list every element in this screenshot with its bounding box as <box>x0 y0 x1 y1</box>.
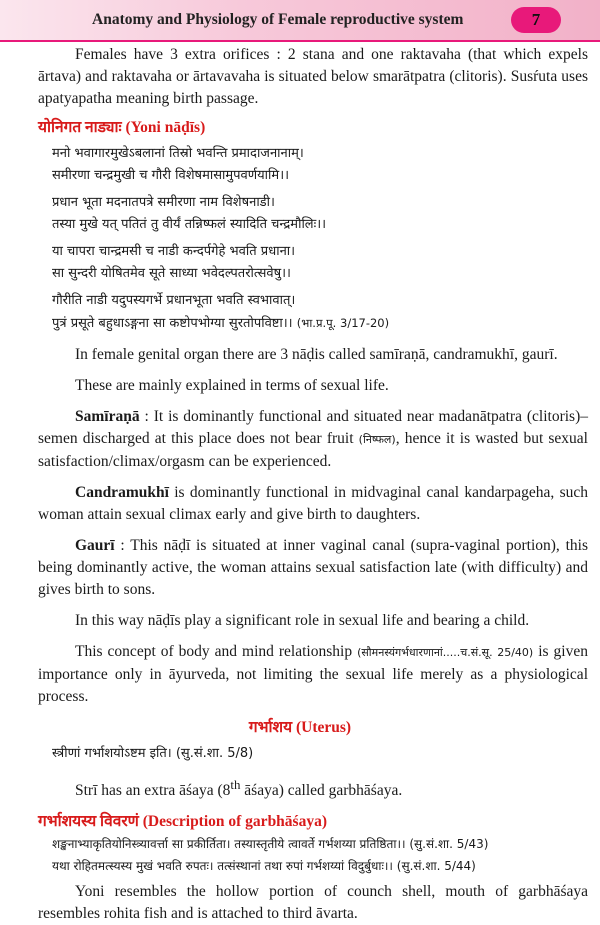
garbhasaya-verse: यथा रोहितमत्स्यस्य मुखं भवति रुपतः। तत्संस्थानां तथा रुपां गर्भशय्यां विदुर्बुधाः।। (सु.सं.शा. 5/44) <box>52 859 476 874</box>
concept-paragraph <box>0 641 600 708</box>
uterus-heading-english: (Uterus) <box>295 719 352 736</box>
samirana-text: : It is dominantly functional and situated near madanātpatra (clitoris)–semen discharged at this place does not bear fruit <box>38 408 588 447</box>
intro-paragraph: Females have 3 extra orifices : 2 stana and one raktavaha (that which expels ārtava) and raktavaha or ārtavavaha is situated below smarātpatra (clitoris). Susŕuta uses apatyapatha meaning birth passage. <box>38 46 588 107</box>
uterus-paragraph <box>0 774 600 802</box>
header-rule <box>0 40 600 42</box>
page-header <box>0 0 600 40</box>
yoni-nadis-heading <box>0 117 600 139</box>
candramukhi-term: Candramukhī <box>75 484 169 501</box>
samirana-paragraph <box>0 406 600 473</box>
yoni-verses <box>0 143 600 335</box>
gauri-paragraph <box>0 535 600 601</box>
verse-line: या चापरा चान्द्रमसी च नाडी कन्दर्पगेहे भवति प्रधाना। <box>52 244 296 259</box>
verse-line: गौरीति नाडी यदुपस्यगर्भे प्रधानभूता भवति स्वभावात्। <box>52 293 296 308</box>
uterus-text: Strī has an extra āśaya (8 <box>75 782 231 800</box>
role-paragraph: In this way nāḍīs play a significant role in sexual life and bearing a child. <box>75 612 530 629</box>
samirana-text-cont: , hence it is wasted but sexual satisfaction/climax/orgasm can be experienced. <box>38 430 588 470</box>
verse-line: तस्या मुखे यत् पतितं तु वीर्यं तन्निष्फलं स्यादिति चन्द्रमौलिः।। <box>52 217 327 232</box>
garbhasaya-heading-english: (Description of garbhāśaya) <box>142 813 328 831</box>
yoni-heading-devanagari: योनिगत नाड्याः <box>38 119 122 136</box>
running-title: Anatomy and Physiology of Female reproductive system <box>92 11 464 28</box>
verse-line: प्रधान भूता मदनातपत्रे समीरणा नाम विशेषनाडी। <box>52 195 275 210</box>
candramukhi-text: is dominantly functional in midvaginal canal kandarpageha, such woman attain sexual climax early and give birth to daughters. <box>38 484 588 523</box>
nadis-paragraph: In female genital organ there are 3 nāḍis called samīraṇā, candramukhī, gaurī. <box>75 346 558 363</box>
uterus-heading <box>0 717 600 739</box>
uterus-text-cont: āśaya) called garbhāśaya. <box>240 782 403 800</box>
samirana-term: Samīraṇā <box>75 408 140 425</box>
gauri-text: : This nāḍī is situated at inner vaginal canal (supra-vaginal portion), this being dominantly active, the woman attains sexual satisfaction late (with difficulty) and gives birth to sons. <box>38 537 588 598</box>
uterus-verse: स्त्रीणां गर्भाशयोऽष्टम इति। (सु.सं.शा. 5/8) <box>52 746 254 761</box>
yoni-heading-english: (Yoni nāḍīs) <box>125 119 206 136</box>
concept-text-cont: is given importance only in āyurveda, not limiting the sexual life merely as a physiological process. <box>38 643 588 705</box>
garbhasaya-heading <box>0 811 600 833</box>
garbhasaya-paragraph: Yoni resembles the hollow portion of counch shell, mouth of garbhāśaya resembles rohita fish and is attached to third āvarta. <box>38 883 588 923</box>
page-number-badge: 7 <box>511 7 561 33</box>
verse-line: मनो भवागारमुखेऽबलानां तिस्रो भवन्ति प्रमादाजनानाम्। <box>52 146 304 161</box>
sexual-life-paragraph: These are mainly explained in terms of sexual life. <box>75 377 389 394</box>
samirana-devanagari: (निष्फल) <box>358 433 396 446</box>
verse-line <box>0 312 600 335</box>
gauri-term: Gaurī <box>75 537 115 554</box>
garbhasaya-verse: शङ्खनाभ्याकृतियोनिस्त्र्यावर्त्ता सा प्रकीर्तिता। तस्यास्तृतीये त्वावर्ते गर्भशय्या प्रतिष्ठिता।। (सु.सं.शा. 5/43) <box>52 837 489 852</box>
concept-text: This concept of body and mind relationship <box>75 643 358 660</box>
verse-text: पुत्रं प्रसूते बहुधाऽङ्गना सा कष्टोपभोग्या सुरतोपविष्टा।। <box>52 316 293 331</box>
verse-line: सा सुन्दरी योषितमेव सूते साध्या भवेदल्पतरोत्सवेषु।। <box>52 266 291 281</box>
concept-devanagari: (सौमनस्यंगर्भधारणानां.....च.सं.सू. 25/40) <box>357 646 534 659</box>
ordinal-superscript: th <box>230 777 241 792</box>
verse-line: समीरणा चन्द्रमुखी च गौरी विशेषमासामुपवर्णयामि।। <box>52 168 290 183</box>
candramukhi-paragraph <box>0 482 600 526</box>
uterus-heading-devanagari: गर्भाशय <box>248 719 293 736</box>
page-body <box>0 44 600 925</box>
garbhasaya-heading-devanagari: गर्भाशयस्य विवरणं <box>38 813 139 831</box>
verse-reference: (भा.प्र.पू. 3/17-20) <box>296 316 390 330</box>
